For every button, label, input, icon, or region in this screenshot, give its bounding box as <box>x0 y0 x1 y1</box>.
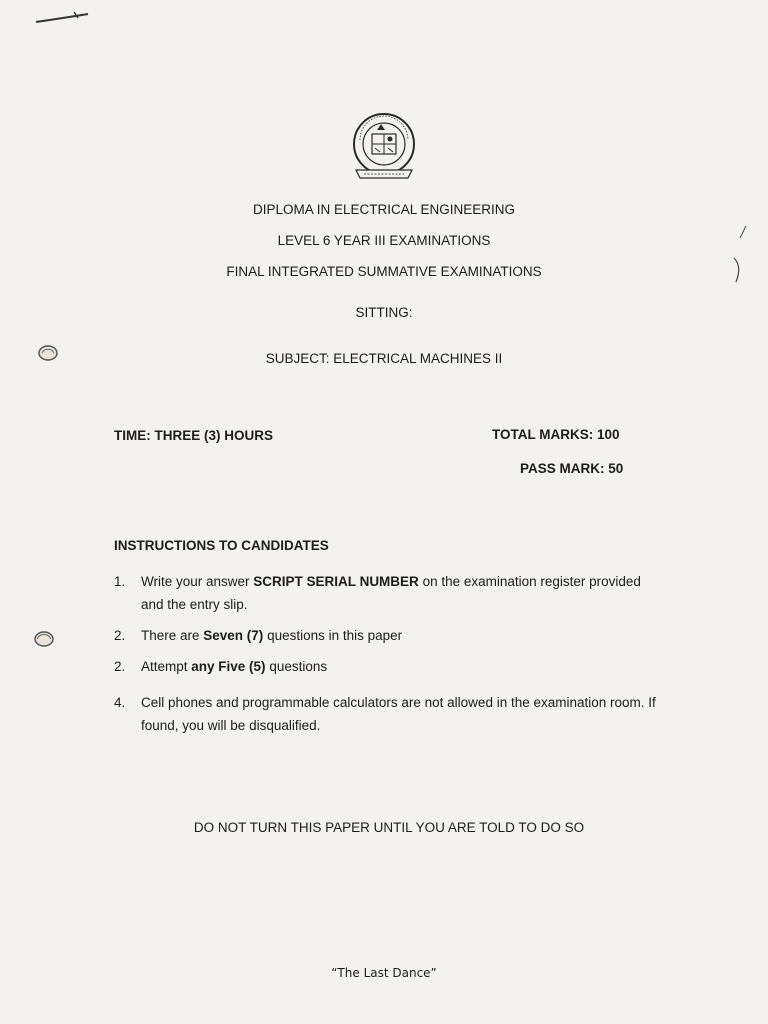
institution-seal-icon <box>344 110 424 186</box>
punch-hole-icon <box>32 630 54 648</box>
sitting-label: SITTING: <box>355 305 413 320</box>
subject-label: SUBJECT: ELECTRICAL MACHINES II <box>265 351 503 366</box>
instructions-title: INSTRUCTIONS TO CANDIDATES <box>114 538 329 553</box>
instruction-text: Write your answer <box>141 574 254 589</box>
pass-mark: PASS MARK: 50 <box>520 461 624 476</box>
time-allowed: TIME: THREE (3) HOURS <box>114 428 274 443</box>
do-not-turn-notice: DO NOT TURN THIS PAPER UNTIL YOU ARE TOLD TO DO SO <box>193 820 585 835</box>
exam-type-title: FINAL INTEGRATED SUMMATIVE EXAMINATIONS <box>226 264 542 279</box>
instruction-emphasis: SCRIPT SERIAL NUMBER <box>253 574 419 589</box>
instruction-text: and the entry slip. <box>141 597 248 612</box>
instruction-text: Attempt <box>141 659 192 674</box>
footer-caption: “The Last Dance” <box>331 966 437 980</box>
total-marks: TOTAL MARKS: 100 <box>492 427 620 442</box>
instruction-number: 4. <box>114 695 126 710</box>
instruction-number: 2. <box>114 628 126 643</box>
instruction-text: found, you will be disqualified. <box>141 718 321 733</box>
level-title: LEVEL 6 YEAR III EXAMINATIONS <box>277 233 491 248</box>
instruction-number: 1. <box>114 574 126 589</box>
program-title: DIPLOMA IN ELECTRICAL ENGINEERING <box>252 202 516 217</box>
instruction-text: There are <box>141 628 204 643</box>
instruction-text: questions in this paper <box>263 628 403 643</box>
pen-mark-icon <box>34 8 90 28</box>
edge-mark-icon <box>730 220 760 290</box>
instruction-text: Cell phones and programmable calculators are not allowed in the examination room. If <box>141 695 656 710</box>
instruction-text: on the examination register provided <box>418 574 641 589</box>
instruction-emphasis: Seven (7) <box>203 628 264 643</box>
instruction-emphasis: any Five (5) <box>191 659 266 674</box>
instruction-number: 2. <box>114 659 126 674</box>
instruction-text: questions <box>265 659 328 674</box>
